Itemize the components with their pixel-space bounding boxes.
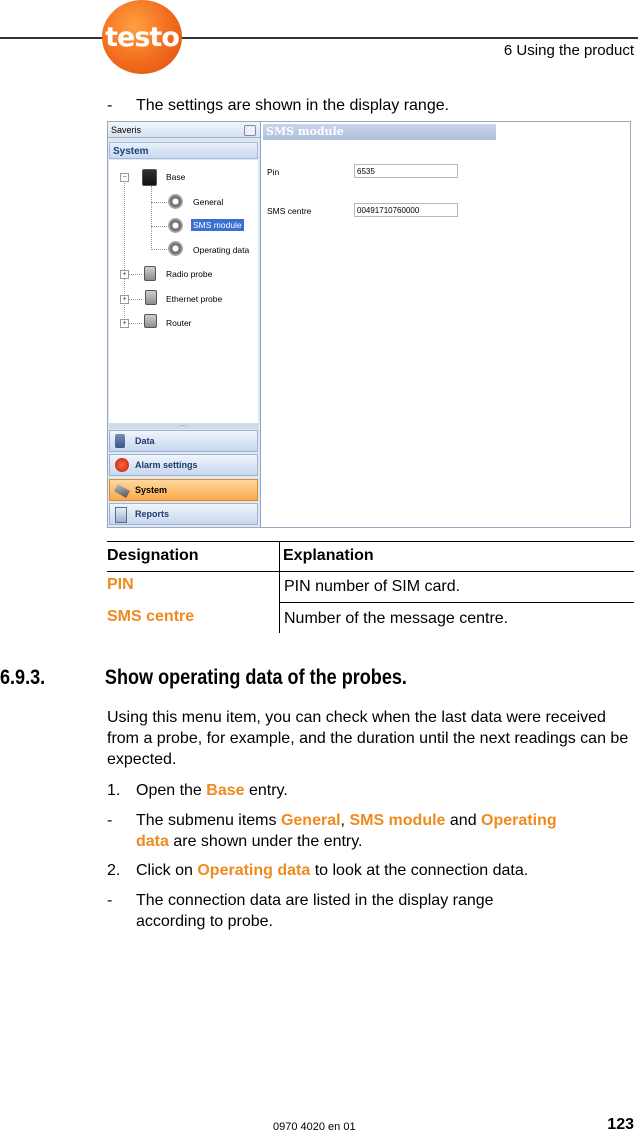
table-column-rule	[279, 541, 280, 633]
reports-icon	[115, 507, 127, 523]
bullet-1-line-1	[136, 810, 634, 831]
sms-centre-input[interactable]: 00491710760000	[354, 203, 458, 217]
step-number: 1.	[107, 782, 121, 799]
ethernet-probe-icon	[145, 290, 157, 305]
bullet-dash: -	[107, 812, 113, 829]
nav-section-header: System	[109, 142, 258, 159]
nav-button-reports[interactable]	[109, 503, 258, 525]
pin-input[interactable]: 6535	[354, 164, 458, 178]
step-number: 2.	[107, 862, 121, 879]
gear-icon	[168, 241, 183, 256]
table-cell-designation: SMS centre	[107, 608, 195, 625]
nav-button-label: Alarm settings	[135, 460, 198, 470]
logo-text: testo	[105, 22, 179, 53]
table-cell-explanation: Number of the message centre.	[284, 610, 509, 627]
tree-connector	[151, 186, 152, 248]
pin-label: Pin	[267, 167, 280, 177]
bullet-2-line-2: according to probe.	[136, 913, 273, 930]
tree-connector	[128, 274, 142, 275]
data-icon	[115, 434, 125, 448]
table-cell-explanation: PIN number of SIM card.	[284, 578, 461, 595]
nav-button-label: Reports	[135, 509, 170, 519]
step-2	[136, 860, 528, 881]
bullet-1-line-2	[136, 831, 363, 852]
router-icon	[144, 314, 157, 328]
table-header-explanation: Explanation	[283, 547, 374, 564]
gear-icon	[168, 194, 183, 209]
step-text: Open the	[136, 782, 207, 799]
tree-item-router[interactable]: Router	[166, 318, 192, 328]
tree-connector	[151, 202, 167, 203]
expand-icon[interactable]: +	[120, 270, 129, 279]
table-header-designation: Designation	[107, 547, 199, 564]
tree-item-base[interactable]: Base	[166, 172, 186, 182]
tree-item-sms-module[interactable]: SMS module	[193, 220, 242, 230]
highlight-base: Base	[206, 782, 245, 799]
sms-centre-label: SMS centre	[267, 206, 312, 216]
tree-item-operating-data[interactable]: Operating data	[193, 245, 250, 255]
tree-connector	[128, 323, 142, 324]
tree-item-general[interactable]: General	[193, 197, 224, 207]
tree-connector	[151, 226, 167, 227]
step-1	[136, 780, 288, 801]
gear-icon	[168, 218, 183, 233]
step-text: to look at the connection data.	[310, 862, 529, 879]
tree-connector	[151, 249, 167, 250]
content-title: SMS module	[263, 124, 496, 140]
bullet-dash: -	[107, 892, 113, 909]
header-rule-left	[0, 37, 104, 39]
highlight-operating: Operating	[481, 812, 557, 829]
table-row-rule	[279, 602, 634, 603]
tree-item-ethernet-probe[interactable]: Ethernet probe	[166, 294, 223, 304]
chapter-title: 6 Using the product	[503, 42, 634, 59]
nav-button-data[interactable]	[109, 430, 258, 452]
testo-logo	[102, 0, 182, 74]
header-rule-right	[180, 37, 638, 39]
alarm-icon	[115, 458, 129, 472]
nav-button-label: Data	[135, 436, 155, 446]
window-title: Saveris	[108, 122, 260, 138]
section-heading	[0, 666, 407, 690]
bullet-text: ,	[340, 812, 350, 829]
highlight-operating-data: Operating data	[197, 862, 311, 879]
bullet-text: and	[445, 812, 482, 829]
nav-button-label: System	[135, 485, 168, 495]
document-code: 0970 4020 en 01	[273, 1121, 356, 1133]
content-pane	[261, 122, 630, 527]
collapse-icon[interactable]: −	[120, 173, 129, 182]
highlight-sms-module: SMS module	[349, 812, 446, 829]
section-title: Show operating data of the probes.	[104, 666, 407, 689]
tree-item-radio-probe[interactable]: Radio probe	[166, 269, 213, 279]
bullet-dash: -	[107, 97, 113, 114]
software-screenshot	[107, 121, 631, 528]
tools-icon	[114, 484, 130, 498]
nav-button-system[interactable]	[109, 479, 258, 501]
expand-icon[interactable]: +	[120, 295, 129, 304]
nav-button-alarm-settings[interactable]	[109, 454, 258, 476]
base-device-icon	[142, 169, 157, 186]
expand-icon[interactable]: +	[120, 319, 129, 328]
radio-probe-icon	[144, 266, 156, 281]
table-cell-designation: PIN	[107, 576, 134, 593]
page-number: 123	[607, 1116, 634, 1133]
bullet-text: The submenu items	[136, 812, 281, 829]
highlight-general: General	[280, 812, 341, 829]
intro-text: The settings are shown in the display range.	[136, 97, 450, 114]
pin-icon[interactable]	[244, 125, 256, 136]
intro-paragraph: Using this menu item, you can check when the last data were received from a probe, for example, and the duration until the next readings can be expected.	[107, 709, 629, 768]
step-text: entry.	[244, 782, 288, 799]
highlight-data: data	[136, 833, 169, 850]
navigation-pane	[108, 122, 261, 527]
table-top-rule	[107, 541, 634, 542]
pane-splitter[interactable]: .....	[109, 423, 258, 429]
bullet-2-line-1: The connection data are listed in the display range	[136, 892, 494, 909]
section-number: 6.9.3.	[0, 666, 46, 689]
tree-connector	[128, 299, 142, 300]
bullet-text: are shown under the entry.	[168, 833, 363, 850]
table-header-rule	[107, 571, 634, 572]
step-text: Click on	[136, 862, 198, 879]
system-tree	[109, 160, 258, 423]
